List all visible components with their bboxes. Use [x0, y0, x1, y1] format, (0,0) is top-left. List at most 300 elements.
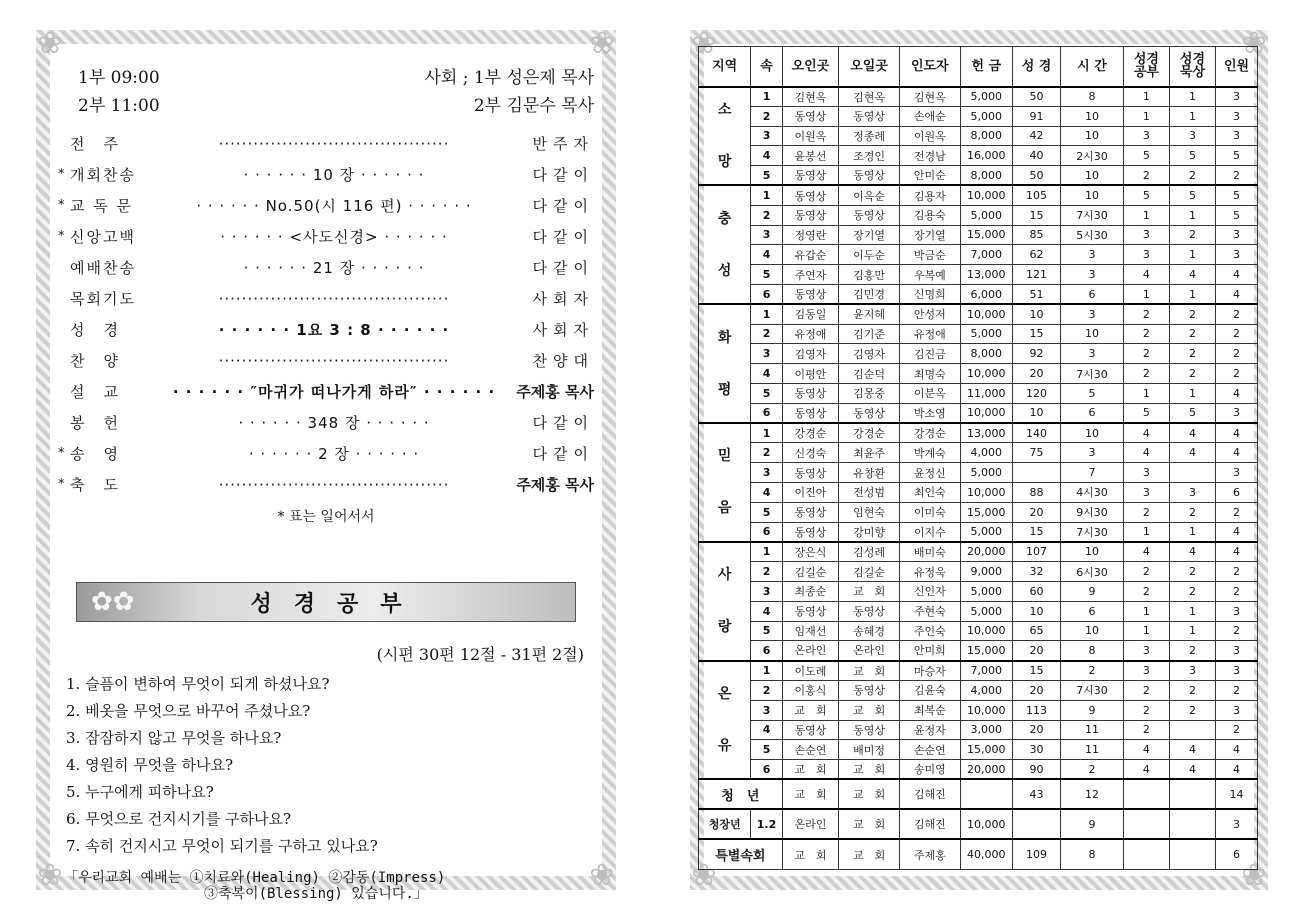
cell-group-report-table: [698, 46, 1258, 870]
order-item-value: 348 장: [307, 414, 361, 432]
table-cell: 신경숙: [782, 443, 839, 463]
table-cell: 손애순: [899, 106, 960, 126]
order-item-leader: 다같이: [532, 166, 594, 184]
order-row: [58, 407, 594, 438]
daisy-icon: ✿✿: [91, 587, 135, 617]
table-cell: 10,000: [960, 185, 1012, 205]
table-cell: 4: [751, 245, 782, 265]
table-cell: 10: [1061, 106, 1124, 126]
table-cell: 16,000: [960, 146, 1012, 166]
table-cell: 7,000: [960, 245, 1012, 265]
table-cell: 김영자: [782, 344, 839, 364]
table-cell: 40,000: [960, 839, 1012, 869]
order-item-value: 21 장: [312, 259, 356, 277]
table-cell: 이미숙: [899, 502, 960, 522]
table-cell: 4: [751, 482, 782, 502]
table-cell: 이원옥: [782, 126, 839, 146]
study-question: 6. 무엇으로 건지시기를 구하나요?: [66, 810, 292, 828]
order-item-name: 성 경: [70, 321, 120, 339]
table-row: [699, 185, 1258, 205]
table-cell: 동영상: [839, 166, 900, 186]
table-cell: 13,000: [960, 265, 1012, 285]
table-cell: 3: [1169, 482, 1215, 502]
table-cell: 3: [1216, 245, 1258, 265]
table-cell: 장기열: [839, 225, 900, 245]
order-item-value: <사도신경>: [289, 228, 379, 246]
table-cell: 신명희: [899, 284, 960, 304]
table-cell: 윤지혜: [839, 304, 900, 324]
table-cell: 15,000: [960, 641, 1012, 661]
table-cell: 43: [1012, 779, 1060, 809]
table-row: [699, 225, 1258, 245]
table-cell: 5,000: [960, 463, 1012, 483]
table-cell: 송미영: [899, 760, 960, 780]
table-cell: 7시30: [1061, 364, 1124, 384]
table-cell: 8: [1061, 87, 1124, 107]
table-cell: 유창환: [839, 463, 900, 483]
service-schedule: [78, 64, 594, 120]
table-cell: 2: [751, 205, 782, 225]
flower-icon: ❀: [1241, 26, 1267, 61]
table-cell: 60: [1012, 581, 1060, 601]
table-row: [699, 87, 1258, 107]
table-cell: 50: [1012, 87, 1060, 107]
order-item-name: 찬 양: [70, 352, 120, 370]
table-row: [699, 760, 1258, 780]
table-row: [699, 126, 1258, 146]
table-cell: 113: [1012, 700, 1060, 720]
table-cell: 안미희: [899, 641, 960, 661]
table-cell: 6: [751, 403, 782, 423]
table-cell: 교 회: [839, 581, 900, 601]
table-cell: 1: [1169, 522, 1215, 542]
table-row: [699, 304, 1258, 324]
table-cell: 10,000: [960, 304, 1012, 324]
table-cell: 4: [1169, 740, 1215, 760]
table-cell: 10: [1061, 621, 1124, 641]
order-item-value: No.50(시 116 편): [265, 197, 403, 215]
table-cell: 2: [1169, 344, 1215, 364]
table-cell: 4: [1123, 443, 1169, 463]
table-cell: 20: [1012, 364, 1060, 384]
table-cell: 신인자: [899, 581, 960, 601]
table-cell: 동영상: [782, 720, 839, 740]
column-header: 헌 금: [960, 47, 1012, 87]
order-item-leader: 사회자: [532, 321, 594, 339]
study-question: 1. 슬픔이 변하여 무엇이 되게 하셨나요?: [66, 675, 330, 693]
table-cell: 5: [1123, 185, 1169, 205]
service-time-2: 2부 11:00: [78, 96, 160, 116]
order-item-leader: 다같이: [532, 197, 594, 215]
table-cell: 동영상: [839, 680, 900, 700]
table-cell: 6: [751, 641, 782, 661]
table-cell: 10,000: [960, 364, 1012, 384]
table-cell: 동영상: [782, 284, 839, 304]
table-cell: 1.2: [751, 809, 782, 839]
table-cell: [1169, 839, 1215, 869]
order-item-value: ″마귀가 떠나가게 하라″: [250, 383, 418, 401]
table-cell: 교 회: [839, 809, 900, 839]
table-cell: 2: [1061, 661, 1124, 681]
order-item-leader: 다같이: [532, 228, 594, 246]
table-cell: 15,000: [960, 225, 1012, 245]
order-item-detail: · · · · · · No.50(시 116 편) · · · · · ·: [196, 197, 472, 215]
table-row: [699, 680, 1258, 700]
table-cell: 김현옥: [899, 87, 960, 107]
order-item-detail: ········································: [218, 289, 450, 308]
table-cell: 3: [1169, 126, 1215, 146]
table-cell: 교 회: [839, 839, 900, 869]
table-cell: 동영상: [782, 205, 839, 225]
flower-icon: ❀: [589, 858, 615, 893]
table-cell: 5: [1169, 185, 1215, 205]
order-row: [58, 190, 594, 221]
table-cell: 유정욱: [899, 562, 960, 582]
table-cell: 42: [1012, 126, 1060, 146]
table-cell: 5: [1123, 403, 1169, 423]
column-header: 인도자: [899, 47, 960, 87]
table-cell: 주제홍: [899, 839, 960, 869]
order-item-value: 2 장: [318, 445, 350, 463]
table-cell: 2: [1123, 700, 1169, 720]
scripture-reference: (시편 30편 12절 - 31편 2절): [376, 645, 584, 664]
table-cell: 30: [1012, 740, 1060, 760]
order-item-name: 교 독 문: [70, 197, 134, 215]
table-cell: 11: [1061, 720, 1124, 740]
table-cell: 2: [1169, 700, 1215, 720]
study-question: 7. 속히 건지시고 무엇이 되기를 구하고 있나요?: [66, 837, 378, 855]
table-cell: 배미정: [839, 740, 900, 760]
table-cell: 박소영: [899, 403, 960, 423]
table-cell: 85: [1012, 225, 1060, 245]
table-cell: 6: [1061, 284, 1124, 304]
table-cell: 6: [1216, 839, 1258, 869]
table-cell: 손순연: [782, 740, 839, 760]
table-row: [699, 641, 1258, 661]
table-row: [699, 482, 1258, 502]
order-item-detail: ········································: [218, 351, 450, 370]
table-row: [699, 443, 1258, 463]
table-cell: 1: [1169, 284, 1215, 304]
table-cell: 15: [1012, 324, 1060, 344]
table-cell: 5,000: [960, 324, 1012, 344]
table-cell: 6시30: [1061, 562, 1124, 582]
table-cell: 김진금: [899, 344, 960, 364]
table-cell: 2: [1123, 502, 1169, 522]
table-cell: 동영상: [782, 166, 839, 186]
flower-icon: ❀: [1241, 858, 1267, 893]
table-cell: 1: [1169, 601, 1215, 621]
table-cell: 이지수: [899, 522, 960, 542]
table-cell: 유정애: [782, 324, 839, 344]
table-cell: 3: [751, 225, 782, 245]
table-cell: 이원옥: [899, 126, 960, 146]
table-cell: 92: [1012, 344, 1060, 364]
table-row: [699, 502, 1258, 522]
table-row: [699, 245, 1258, 265]
table-cell: 온라인: [839, 641, 900, 661]
table-cell: 2: [1216, 581, 1258, 601]
region-cell: 청장년: [699, 809, 751, 839]
table-cell: 3,000: [960, 720, 1012, 740]
table-cell: 3: [751, 581, 782, 601]
table-cell: 1: [1123, 106, 1169, 126]
table-cell: 2: [751, 106, 782, 126]
table-cell: 2: [1061, 760, 1124, 780]
table-cell: 6: [751, 522, 782, 542]
table-cell: 32: [1012, 562, 1060, 582]
column-header: 성경 공부: [1123, 47, 1169, 87]
table-cell: 이두순: [839, 245, 900, 265]
table-cell: 장기열: [899, 225, 960, 245]
table-cell: 4: [1169, 760, 1215, 780]
table-cell: 2: [1216, 720, 1258, 740]
table-cell: 4: [1123, 265, 1169, 285]
table-row: [699, 403, 1258, 423]
table-cell: 정영란: [782, 225, 839, 245]
table-cell: 3: [1061, 344, 1124, 364]
table-cell: 5: [751, 740, 782, 760]
table-cell: 1: [1123, 284, 1169, 304]
table-cell: 강미향: [839, 522, 900, 542]
order-item-name: 전 주: [70, 135, 120, 153]
table-cell: 윤정신: [899, 463, 960, 483]
table-cell: 안성저: [899, 304, 960, 324]
table-cell: 동영상: [782, 185, 839, 205]
table-cell: [1169, 720, 1215, 740]
table-cell: 15: [1012, 522, 1060, 542]
table-cell: 배미숙: [899, 542, 960, 562]
bible-study-banner: [76, 582, 576, 622]
table-cell: 20: [1012, 641, 1060, 661]
table-cell: 20: [1012, 502, 1060, 522]
table-cell: 동영상: [782, 522, 839, 542]
table-cell: [1123, 779, 1169, 809]
order-item-value: 10 장: [312, 166, 356, 184]
bulletin-right-page: [690, 26, 1268, 893]
table-row: [699, 562, 1258, 582]
order-item-value: 1요 3 : 8: [296, 321, 372, 339]
table-cell: 전성범: [839, 482, 900, 502]
table-cell: 5: [1216, 185, 1258, 205]
table-cell: 105: [1012, 185, 1060, 205]
table-cell: 김해진: [899, 809, 960, 839]
table-cell: 이평안: [782, 364, 839, 384]
table-cell: 4: [1216, 443, 1258, 463]
table-cell: 4: [1169, 443, 1215, 463]
table-cell: 20,000: [960, 760, 1012, 780]
table-row: [699, 383, 1258, 403]
table-cell: [1012, 463, 1060, 483]
table-cell: 75: [1012, 443, 1060, 463]
table-cell: 1: [1169, 383, 1215, 403]
table-cell: 2: [1169, 502, 1215, 522]
table-row: [699, 581, 1258, 601]
table-cell: 4: [1216, 740, 1258, 760]
table-cell: 3: [1123, 245, 1169, 265]
table-cell: 88: [1012, 482, 1060, 502]
table-cell: 3: [1061, 304, 1124, 324]
study-question: 2. 베옷을 무엇으로 바꾸어 주셨나요?: [66, 702, 311, 720]
table-cell: 6: [1216, 482, 1258, 502]
table-cell: 김성례: [839, 542, 900, 562]
table-cell: 교 회: [839, 700, 900, 720]
table-cell: 전경남: [899, 146, 960, 166]
study-question: 4. 영원히 무엇을 하나요?: [66, 756, 234, 774]
order-item-name: 축 도: [70, 476, 120, 494]
table-cell: 주연자: [782, 265, 839, 285]
table-cell: 3: [1123, 126, 1169, 146]
table-cell: 9: [1061, 809, 1124, 839]
table-cell: 3: [1123, 482, 1169, 502]
table-cell: 주현숙: [899, 601, 960, 621]
column-header: 시 간: [1061, 47, 1124, 87]
flower-icon: ❀: [37, 858, 63, 893]
column-header: 인원: [1216, 47, 1258, 87]
table-cell: 4: [751, 720, 782, 740]
table-cell: 주인숙: [899, 621, 960, 641]
table-cell: 동영상: [839, 601, 900, 621]
table-cell: 3: [1216, 700, 1258, 720]
order-item-detail: · · · · · · <사도신경> · · · · · ·: [220, 228, 448, 246]
order-row: [58, 376, 594, 407]
table-cell: 6: [751, 284, 782, 304]
table-cell: 교 회: [839, 760, 900, 780]
order-row: [58, 345, 594, 376]
table-cell: 4: [1123, 542, 1169, 562]
table-cell: [1012, 809, 1060, 839]
table-cell: 김현옥: [782, 87, 839, 107]
table-cell: 박계숙: [899, 443, 960, 463]
table-row: [699, 166, 1258, 186]
region-cell: 충 성: [699, 185, 751, 304]
table-cell: 3: [751, 700, 782, 720]
column-header: 성 경: [1012, 47, 1060, 87]
flower-icon: ❀: [691, 858, 717, 893]
table-cell: 109: [1012, 839, 1060, 869]
table-cell: 1: [1123, 601, 1169, 621]
table-cell: 7시30: [1061, 522, 1124, 542]
column-header: 지역: [699, 47, 751, 87]
table-cell: 1: [1123, 383, 1169, 403]
table-cell: 2: [1216, 562, 1258, 582]
table-row: [699, 720, 1258, 740]
order-row: [58, 252, 594, 283]
table-cell: 5,000: [960, 106, 1012, 126]
region-cell: 믿 음: [699, 423, 751, 542]
order-row: [58, 159, 594, 190]
table-cell: [1123, 839, 1169, 869]
table-cell: 3: [1123, 661, 1169, 681]
table-cell: 3: [751, 463, 782, 483]
table-cell: [1123, 809, 1169, 839]
region-cell: 화 평: [699, 304, 751, 423]
table-row: [699, 522, 1258, 542]
table-cell: 김용숙: [899, 205, 960, 225]
table-cell: 6,000: [960, 284, 1012, 304]
table-cell: 2: [1169, 364, 1215, 384]
table-cell: 김몽중: [839, 383, 900, 403]
table-cell: 동영상: [839, 720, 900, 740]
order-row: [58, 283, 594, 314]
table-row: [699, 106, 1258, 126]
table-cell: [1169, 809, 1215, 839]
table-cell: 김기준: [839, 324, 900, 344]
order-item-leader: 반주자: [532, 135, 594, 153]
table-cell: 김해진: [899, 779, 960, 809]
table-cell: 10: [1061, 126, 1124, 146]
table-cell: 1: [1169, 245, 1215, 265]
table-cell: 강경순: [899, 423, 960, 443]
bulletin-left-page: [36, 26, 616, 902]
table-cell: 121: [1012, 265, 1060, 285]
table-cell: 4: [1123, 423, 1169, 443]
table-cell: 4: [1216, 760, 1258, 780]
table-cell: 유갑순: [782, 245, 839, 265]
table-cell: 4: [1216, 522, 1258, 542]
standing-mark: *: [58, 229, 65, 244]
table-cell: 5: [751, 383, 782, 403]
table-cell: 51: [1012, 284, 1060, 304]
table-cell: 10: [1012, 601, 1060, 621]
table-cell: 송혜경: [839, 621, 900, 641]
order-row: [58, 221, 594, 252]
flower-icon: ❀: [37, 26, 63, 61]
table-cell: 동영상: [839, 403, 900, 423]
table-cell: 2: [1216, 502, 1258, 522]
table-cell: 5: [1169, 403, 1215, 423]
table-cell: 우복예: [899, 265, 960, 285]
table-cell: [1169, 463, 1215, 483]
table-cell: 4: [751, 601, 782, 621]
region-cell: 소 망: [699, 87, 751, 186]
table-cell: 안미순: [899, 166, 960, 186]
table-cell: 3: [1061, 265, 1124, 285]
table-cell: 120: [1012, 383, 1060, 403]
table-cell: 동영상: [782, 463, 839, 483]
table-cell: 교 회: [782, 700, 839, 720]
table-cell: 김동일: [782, 304, 839, 324]
table-cell: 이옥순: [839, 185, 900, 205]
table-cell: 5,000: [960, 601, 1012, 621]
table-cell: 김윤숙: [899, 680, 960, 700]
standing-mark: *: [58, 167, 65, 182]
table-cell: 3: [1123, 641, 1169, 661]
table-cell: 2: [1169, 562, 1215, 582]
table-cell: 6: [1061, 601, 1124, 621]
table-cell: 1: [751, 542, 782, 562]
table-cell: 1: [751, 304, 782, 324]
table-cell: 4: [1169, 265, 1215, 285]
order-item-name: 예배찬송: [70, 259, 136, 277]
table-cell: 교 회: [782, 839, 839, 869]
table-cell: 20: [1012, 680, 1060, 700]
table-header-row: [699, 47, 1258, 87]
table-cell: 3: [1061, 245, 1124, 265]
standing-note: * 표는 일어서서: [277, 509, 375, 525]
motto-line: 「우리교회 예배는 ①치료와(Healing) ②감동(Impress): [64, 870, 446, 886]
table-row: [699, 740, 1258, 760]
study-question: 5. 누구에게 피하나요?: [66, 783, 214, 801]
table-cell: 5,000: [960, 87, 1012, 107]
table-row: [699, 700, 1258, 720]
table-cell: 2시30: [1061, 146, 1124, 166]
order-item-detail: · · · · · · 21 장 · · · · · ·: [243, 259, 425, 277]
table-cell: 6: [1061, 403, 1124, 423]
table-cell: 90: [1012, 760, 1060, 780]
table-row: [699, 344, 1258, 364]
table-cell: 5: [1169, 146, 1215, 166]
